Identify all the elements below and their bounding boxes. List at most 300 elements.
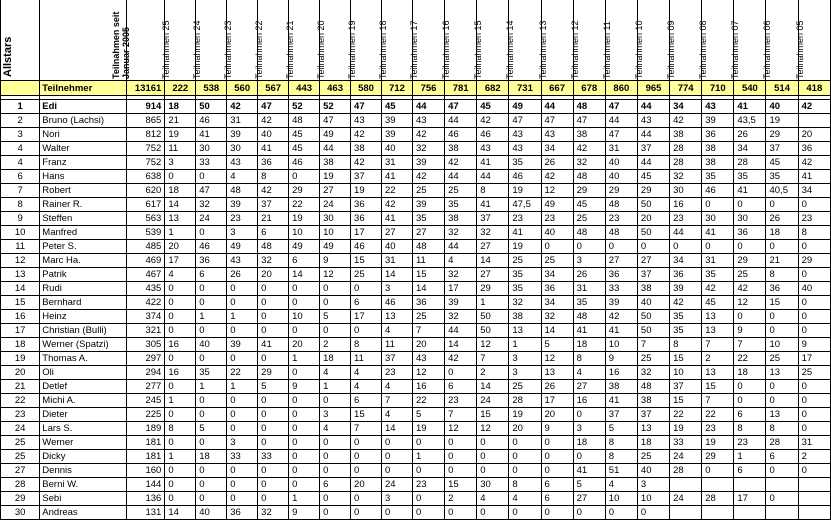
- year-value-cell[interactable]: 0: [351, 492, 382, 506]
- total-cell[interactable]: 914: [127, 100, 165, 114]
- year-value-cell[interactable]: 23: [670, 212, 702, 226]
- rank-cell[interactable]: 28: [1, 478, 40, 492]
- summary-year-value[interactable]: 860: [605, 81, 637, 96]
- year-value-cell[interactable]: 42: [445, 156, 477, 170]
- year-value-cell[interactable]: 0: [445, 506, 477, 520]
- year-value-cell[interactable]: 0: [227, 352, 258, 366]
- year-value-cell[interactable]: 0: [766, 464, 798, 478]
- year-value-cell[interactable]: 1: [289, 492, 320, 506]
- year-value-cell[interactable]: 18: [573, 338, 605, 352]
- name-cell[interactable]: Rainer R.: [40, 198, 127, 212]
- year-value-cell[interactable]: 0: [227, 478, 258, 492]
- year-value-cell[interactable]: 8: [509, 478, 541, 492]
- year-value-cell[interactable]: 0: [541, 240, 573, 254]
- year-value-cell[interactable]: 45: [381, 100, 412, 114]
- name-cell[interactable]: Patrik: [40, 268, 127, 282]
- total-cell[interactable]: 294: [127, 366, 165, 380]
- name-cell[interactable]: Dieter: [40, 408, 127, 422]
- year-value-cell[interactable]: 0: [227, 422, 258, 436]
- year-value-cell[interactable]: 29: [702, 450, 734, 464]
- year-value-cell[interactable]: 0: [381, 506, 412, 520]
- year-value-cell[interactable]: 27: [381, 226, 412, 240]
- year-value-cell[interactable]: 27: [477, 268, 509, 282]
- year-value-cell[interactable]: 22: [702, 408, 734, 422]
- total-cell[interactable]: 422: [127, 296, 165, 310]
- year-value-cell[interactable]: 0: [227, 282, 258, 296]
- year-value-cell[interactable]: 13: [702, 324, 734, 338]
- year-value-cell[interactable]: 9: [320, 254, 351, 268]
- year-value-cell[interactable]: 42: [798, 156, 830, 170]
- year-value-cell[interactable]: 18: [320, 352, 351, 366]
- year-value-cell[interactable]: 46: [289, 156, 320, 170]
- year-value-cell[interactable]: 24: [670, 450, 702, 464]
- year-value-cell[interactable]: 46: [477, 128, 509, 142]
- year-value-cell[interactable]: 0: [798, 268, 830, 282]
- year-value-cell[interactable]: 3: [509, 366, 541, 380]
- total-cell[interactable]: 865: [127, 114, 165, 128]
- year-value-cell[interactable]: 22: [227, 366, 258, 380]
- year-value-cell[interactable]: 5: [605, 422, 637, 436]
- year-value-cell[interactable]: 20: [509, 422, 541, 436]
- year-value-cell[interactable]: 0: [320, 450, 351, 464]
- year-value-cell[interactable]: 29: [258, 366, 289, 380]
- year-value-cell[interactable]: 40: [766, 100, 798, 114]
- year-value-cell[interactable]: 49: [227, 240, 258, 254]
- name-cell[interactable]: Marc Ha.: [40, 254, 127, 268]
- rank-cell[interactable]: 19: [1, 352, 40, 366]
- year-value-cell[interactable]: 17: [165, 254, 196, 268]
- year-value-cell[interactable]: 30: [320, 212, 351, 226]
- year-value-cell[interactable]: 11: [412, 254, 444, 268]
- year-value-cell[interactable]: 32: [445, 268, 477, 282]
- year-value-cell[interactable]: 0: [412, 492, 444, 506]
- year-value-cell[interactable]: 0: [320, 296, 351, 310]
- year-value-cell[interactable]: 14: [381, 422, 412, 436]
- year-value-cell[interactable]: 16: [670, 198, 702, 212]
- year-value-cell[interactable]: [798, 506, 830, 520]
- year-value-cell[interactable]: 37: [637, 408, 669, 422]
- year-value-cell[interactable]: 27: [605, 254, 637, 268]
- year-value-cell[interactable]: 37: [766, 142, 798, 156]
- year-value-cell[interactable]: 16: [165, 366, 196, 380]
- year-value-cell[interactable]: 25: [637, 450, 669, 464]
- year-value-cell[interactable]: 44: [412, 100, 444, 114]
- year-value-cell[interactable]: 0: [541, 450, 573, 464]
- year-value-cell[interactable]: 50: [637, 324, 669, 338]
- summary-year-value[interactable]: 222: [165, 81, 196, 96]
- year-value-cell[interactable]: 50: [637, 226, 669, 240]
- year-value-cell[interactable]: [734, 506, 766, 520]
- year-value-cell[interactable]: 51: [605, 464, 637, 478]
- year-value-cell[interactable]: 22: [381, 184, 412, 198]
- year-value-cell[interactable]: 36: [734, 226, 766, 240]
- year-value-cell[interactable]: 46: [351, 240, 382, 254]
- year-value-cell[interactable]: 45: [637, 170, 669, 184]
- name-cell[interactable]: Berni W.: [40, 478, 127, 492]
- rank-cell[interactable]: 3: [1, 128, 40, 142]
- year-value-cell[interactable]: 39: [670, 282, 702, 296]
- year-value-cell[interactable]: 11: [381, 338, 412, 352]
- year-value-cell[interactable]: 28: [670, 142, 702, 156]
- year-value-cell[interactable]: 5: [541, 338, 573, 352]
- year-value-cell[interactable]: 25: [445, 184, 477, 198]
- rank-cell[interactable]: 12: [1, 254, 40, 268]
- year-value-cell[interactable]: 0: [196, 464, 227, 478]
- year-value-cell[interactable]: 43: [412, 352, 444, 366]
- year-value-cell[interactable]: 4: [381, 408, 412, 422]
- rank-cell[interactable]: 6: [1, 170, 40, 184]
- rank-cell[interactable]: 1: [1, 100, 40, 114]
- year-value-cell[interactable]: 1: [227, 380, 258, 394]
- year-value-cell[interactable]: 7: [637, 338, 669, 352]
- year-value-cell[interactable]: 35: [573, 296, 605, 310]
- year-value-cell[interactable]: 19: [702, 436, 734, 450]
- year-value-cell[interactable]: 0: [165, 436, 196, 450]
- year-value-cell[interactable]: 39: [381, 114, 412, 128]
- year-value-cell[interactable]: 0: [798, 394, 830, 408]
- year-value-cell[interactable]: 1: [412, 450, 444, 464]
- year-value-cell[interactable]: 0: [289, 450, 320, 464]
- year-value-cell[interactable]: 2: [702, 352, 734, 366]
- year-value-cell[interactable]: 0: [702, 240, 734, 254]
- year-value-cell[interactable]: 0: [734, 240, 766, 254]
- year-value-cell[interactable]: 14: [477, 254, 509, 268]
- year-value-cell[interactable]: 31: [798, 436, 830, 450]
- year-value-cell[interactable]: 0: [196, 352, 227, 366]
- year-value-cell[interactable]: 36: [351, 212, 382, 226]
- year-value-cell[interactable]: 13: [381, 310, 412, 324]
- year-value-cell[interactable]: 32: [412, 142, 444, 156]
- year-value-cell[interactable]: 19: [670, 422, 702, 436]
- year-value-cell[interactable]: [766, 506, 798, 520]
- year-value-cell[interactable]: 47: [605, 100, 637, 114]
- year-value-cell[interactable]: 0: [573, 408, 605, 422]
- year-value-cell[interactable]: 20: [541, 408, 573, 422]
- year-value-cell[interactable]: 39: [227, 128, 258, 142]
- summary-total[interactable]: 13161: [127, 81, 165, 96]
- year-value-cell[interactable]: 30: [196, 142, 227, 156]
- year-value-cell[interactable]: 36: [766, 282, 798, 296]
- year-value-cell[interactable]: 12: [445, 422, 477, 436]
- summary-year-value[interactable]: 567: [258, 81, 289, 96]
- year-value-cell[interactable]: 41: [734, 184, 766, 198]
- year-value-cell[interactable]: 41: [196, 128, 227, 142]
- rank-cell[interactable]: 11: [1, 240, 40, 254]
- year-value-cell[interactable]: 27: [573, 492, 605, 506]
- year-value-cell[interactable]: 10: [289, 226, 320, 240]
- year-value-cell[interactable]: 4: [227, 170, 258, 184]
- year-value-cell[interactable]: 44: [541, 100, 573, 114]
- total-cell[interactable]: 144: [127, 478, 165, 492]
- year-value-cell[interactable]: 0: [165, 296, 196, 310]
- year-value-cell[interactable]: 0: [766, 198, 798, 212]
- year-value-cell[interactable]: 9: [734, 324, 766, 338]
- year-value-cell[interactable]: 0: [258, 478, 289, 492]
- year-value-cell[interactable]: 44: [445, 114, 477, 128]
- year-value-cell[interactable]: 0: [766, 394, 798, 408]
- year-value-cell[interactable]: 33: [605, 282, 637, 296]
- year-value-cell[interactable]: 33: [258, 450, 289, 464]
- total-cell[interactable]: 620: [127, 184, 165, 198]
- total-cell[interactable]: 563: [127, 212, 165, 226]
- year-value-cell[interactable]: 20: [637, 212, 669, 226]
- year-value-cell[interactable]: 19: [509, 184, 541, 198]
- year-value-cell[interactable]: 24: [320, 198, 351, 212]
- year-value-cell[interactable]: 9: [605, 352, 637, 366]
- year-value-cell[interactable]: 25: [573, 212, 605, 226]
- year-value-cell[interactable]: 6: [289, 254, 320, 268]
- summary-year-value[interactable]: 580: [351, 81, 382, 96]
- name-cell[interactable]: Franz: [40, 156, 127, 170]
- year-value-cell[interactable]: 3: [573, 254, 605, 268]
- year-value-cell[interactable]: 25: [412, 310, 444, 324]
- total-cell[interactable]: 245: [127, 394, 165, 408]
- year-value-cell[interactable]: 48: [573, 310, 605, 324]
- year-value-cell[interactable]: 0: [541, 436, 573, 450]
- year-value-cell[interactable]: 38: [320, 156, 351, 170]
- year-value-cell[interactable]: 13: [637, 422, 669, 436]
- year-value-cell[interactable]: 4: [573, 366, 605, 380]
- year-value-cell[interactable]: 13: [766, 408, 798, 422]
- year-value-cell[interactable]: 0: [798, 464, 830, 478]
- year-value-cell[interactable]: 41: [381, 212, 412, 226]
- year-value-cell[interactable]: 8: [798, 226, 830, 240]
- year-value-cell[interactable]: 3: [320, 408, 351, 422]
- year-value-cell[interactable]: 6: [766, 450, 798, 464]
- year-value-cell[interactable]: 31: [227, 114, 258, 128]
- year-value-cell[interactable]: 42: [412, 170, 444, 184]
- year-value-cell[interactable]: 43: [227, 156, 258, 170]
- total-cell[interactable]: 131: [127, 506, 165, 520]
- year-value-cell[interactable]: 33: [227, 450, 258, 464]
- year-value-cell[interactable]: 38: [509, 310, 541, 324]
- year-value-cell[interactable]: 6: [196, 268, 227, 282]
- year-value-cell[interactable]: 40: [605, 170, 637, 184]
- year-value-cell[interactable]: 25: [734, 268, 766, 282]
- year-value-cell[interactable]: 0: [381, 436, 412, 450]
- year-value-cell[interactable]: 32: [258, 506, 289, 520]
- year-value-cell[interactable]: 41: [477, 198, 509, 212]
- year-value-cell[interactable]: 20: [798, 128, 830, 142]
- year-value-cell[interactable]: 52: [320, 100, 351, 114]
- year-value-cell[interactable]: 40: [605, 156, 637, 170]
- year-value-cell[interactable]: 14: [477, 380, 509, 394]
- year-value-cell[interactable]: 8: [477, 184, 509, 198]
- year-value-cell[interactable]: 49: [509, 100, 541, 114]
- rank-cell[interactable]: 16: [1, 310, 40, 324]
- year-value-cell[interactable]: 0: [798, 240, 830, 254]
- year-value-cell[interactable]: 36: [702, 128, 734, 142]
- summary-year-value[interactable]: 560: [227, 81, 258, 96]
- year-value-cell[interactable]: 41: [258, 142, 289, 156]
- year-value-cell[interactable]: 38: [702, 142, 734, 156]
- year-value-cell[interactable]: 28: [766, 436, 798, 450]
- year-value-cell[interactable]: 0: [798, 324, 830, 338]
- year-value-cell[interactable]: 43: [541, 128, 573, 142]
- year-value-cell[interactable]: 18: [734, 366, 766, 380]
- year-value-cell[interactable]: 24: [477, 394, 509, 408]
- year-value-cell[interactable]: 27: [637, 254, 669, 268]
- year-value-cell[interactable]: 45: [573, 198, 605, 212]
- year-value-cell[interactable]: 35: [766, 170, 798, 184]
- year-value-cell[interactable]: 0: [289, 282, 320, 296]
- year-value-cell[interactable]: 37: [670, 380, 702, 394]
- year-value-cell[interactable]: 17: [445, 282, 477, 296]
- year-value-cell[interactable]: 27: [412, 226, 444, 240]
- year-value-cell[interactable]: 41: [702, 226, 734, 240]
- year-value-cell[interactable]: 14: [541, 324, 573, 338]
- year-value-cell[interactable]: 0: [702, 198, 734, 212]
- year-value-cell[interactable]: 0: [509, 464, 541, 478]
- year-value-cell[interactable]: 9: [798, 338, 830, 352]
- year-value-cell[interactable]: 0: [165, 310, 196, 324]
- total-cell[interactable]: 812: [127, 128, 165, 142]
- year-value-cell[interactable]: 0: [196, 282, 227, 296]
- year-value-cell[interactable]: 50: [477, 324, 509, 338]
- year-value-cell[interactable]: 38: [605, 380, 637, 394]
- year-value-cell[interactable]: 37: [381, 352, 412, 366]
- year-value-cell[interactable]: 19: [509, 240, 541, 254]
- year-value-cell[interactable]: 0: [165, 464, 196, 478]
- year-value-cell[interactable]: 42: [605, 310, 637, 324]
- year-value-cell[interactable]: 4: [477, 492, 509, 506]
- year-value-cell[interactable]: 0: [227, 296, 258, 310]
- year-value-cell[interactable]: 41: [573, 464, 605, 478]
- year-value-cell[interactable]: 18: [637, 436, 669, 450]
- name-cell[interactable]: Manfred: [40, 226, 127, 240]
- year-value-cell[interactable]: 42: [445, 352, 477, 366]
- year-value-cell[interactable]: 17: [351, 226, 382, 240]
- year-value-cell[interactable]: 32: [445, 310, 477, 324]
- year-value-cell[interactable]: 34: [798, 184, 830, 198]
- year-value-cell[interactable]: 8: [670, 338, 702, 352]
- year-value-cell[interactable]: 0: [165, 380, 196, 394]
- year-value-cell[interactable]: 19: [509, 408, 541, 422]
- year-value-cell[interactable]: 0: [509, 450, 541, 464]
- year-value-cell[interactable]: 10: [605, 338, 637, 352]
- year-value-cell[interactable]: 20: [351, 478, 382, 492]
- year-value-cell[interactable]: 33: [196, 156, 227, 170]
- year-value-cell[interactable]: 18: [196, 450, 227, 464]
- year-value-cell[interactable]: 10: [605, 492, 637, 506]
- year-value-cell[interactable]: 27: [477, 240, 509, 254]
- name-cell[interactable]: Michi A.: [40, 394, 127, 408]
- name-cell[interactable]: Oli: [40, 366, 127, 380]
- year-value-cell[interactable]: 23: [734, 436, 766, 450]
- name-cell[interactable]: Bernhard: [40, 296, 127, 310]
- year-value-cell[interactable]: 36: [351, 198, 382, 212]
- rank-cell[interactable]: 4: [1, 156, 40, 170]
- year-value-cell[interactable]: 8: [573, 352, 605, 366]
- year-value-cell[interactable]: [734, 478, 766, 492]
- year-value-cell[interactable]: 34: [541, 268, 573, 282]
- year-value-cell[interactable]: 41: [573, 324, 605, 338]
- year-value-cell[interactable]: 36: [541, 282, 573, 296]
- year-value-cell[interactable]: 9: [289, 380, 320, 394]
- year-value-cell[interactable]: 23: [798, 212, 830, 226]
- year-value-cell[interactable]: 25: [637, 352, 669, 366]
- year-value-cell[interactable]: 32: [477, 226, 509, 240]
- year-value-cell[interactable]: 6: [541, 492, 573, 506]
- year-value-cell[interactable]: 35: [196, 366, 227, 380]
- year-value-cell[interactable]: 39: [227, 198, 258, 212]
- name-cell[interactable]: Christian (Bulli): [40, 324, 127, 338]
- year-value-cell[interactable]: 0: [637, 506, 669, 520]
- year-value-cell[interactable]: 18: [165, 100, 196, 114]
- year-value-cell[interactable]: 15: [412, 268, 444, 282]
- year-value-cell[interactable]: 5: [258, 380, 289, 394]
- year-value-cell[interactable]: 23: [412, 478, 444, 492]
- year-value-cell[interactable]: 0: [734, 310, 766, 324]
- year-value-cell[interactable]: 45: [477, 100, 509, 114]
- year-value-cell[interactable]: 49: [541, 198, 573, 212]
- year-value-cell[interactable]: 4: [320, 366, 351, 380]
- year-value-cell[interactable]: 29: [605, 184, 637, 198]
- year-value-cell[interactable]: 12: [320, 268, 351, 282]
- year-value-cell[interactable]: 37: [258, 198, 289, 212]
- year-value-cell[interactable]: 41: [509, 226, 541, 240]
- year-value-cell[interactable]: 7: [702, 394, 734, 408]
- name-cell[interactable]: Rudi: [40, 282, 127, 296]
- year-value-cell[interactable]: 3: [573, 422, 605, 436]
- year-value-cell[interactable]: 0: [196, 478, 227, 492]
- year-value-cell[interactable]: 40: [637, 464, 669, 478]
- year-value-cell[interactable]: 48: [637, 380, 669, 394]
- year-value-cell[interactable]: 41: [798, 170, 830, 184]
- year-value-cell[interactable]: 46: [445, 128, 477, 142]
- year-value-cell[interactable]: 43: [509, 142, 541, 156]
- year-value-cell[interactable]: 49: [289, 240, 320, 254]
- year-value-cell[interactable]: 49: [320, 128, 351, 142]
- year-value-cell[interactable]: 35: [412, 212, 444, 226]
- year-value-cell[interactable]: 10: [320, 226, 351, 240]
- name-cell[interactable]: Edi: [40, 100, 127, 114]
- year-value-cell[interactable]: 21: [258, 212, 289, 226]
- year-value-cell[interactable]: 3: [509, 352, 541, 366]
- year-value-cell[interactable]: 1: [227, 310, 258, 324]
- year-value-cell[interactable]: 20: [165, 240, 196, 254]
- year-value-cell[interactable]: 0: [258, 296, 289, 310]
- year-value-cell[interactable]: 1: [477, 296, 509, 310]
- year-value-cell[interactable]: 40: [258, 128, 289, 142]
- total-cell[interactable]: 467: [127, 268, 165, 282]
- year-value-cell[interactable]: 12: [734, 296, 766, 310]
- year-value-cell[interactable]: 14: [165, 506, 196, 520]
- year-value-cell[interactable]: 0: [509, 436, 541, 450]
- year-value-cell[interactable]: 23: [605, 212, 637, 226]
- year-value-cell[interactable]: 0: [289, 296, 320, 310]
- year-value-cell[interactable]: 37: [637, 268, 669, 282]
- year-value-cell[interactable]: 0: [351, 282, 382, 296]
- year-value-cell[interactable]: 25: [541, 254, 573, 268]
- year-value-cell[interactable]: 0: [381, 450, 412, 464]
- year-value-cell[interactable]: 20: [289, 338, 320, 352]
- year-value-cell[interactable]: 48: [573, 100, 605, 114]
- year-value-cell[interactable]: 0: [766, 310, 798, 324]
- rank-cell[interactable]: 7: [1, 184, 40, 198]
- year-value-cell[interactable]: 17: [734, 492, 766, 506]
- year-value-cell[interactable]: 43: [351, 114, 382, 128]
- year-value-cell[interactable]: 28: [670, 156, 702, 170]
- year-value-cell[interactable]: 0: [227, 394, 258, 408]
- year-value-cell[interactable]: 25: [766, 352, 798, 366]
- total-cell[interactable]: 321: [127, 324, 165, 338]
- year-value-cell[interactable]: 16: [412, 380, 444, 394]
- year-value-cell[interactable]: 28: [734, 156, 766, 170]
- year-value-cell[interactable]: 41: [605, 394, 637, 408]
- year-value-cell[interactable]: 38: [573, 128, 605, 142]
- total-cell[interactable]: 160: [127, 464, 165, 478]
